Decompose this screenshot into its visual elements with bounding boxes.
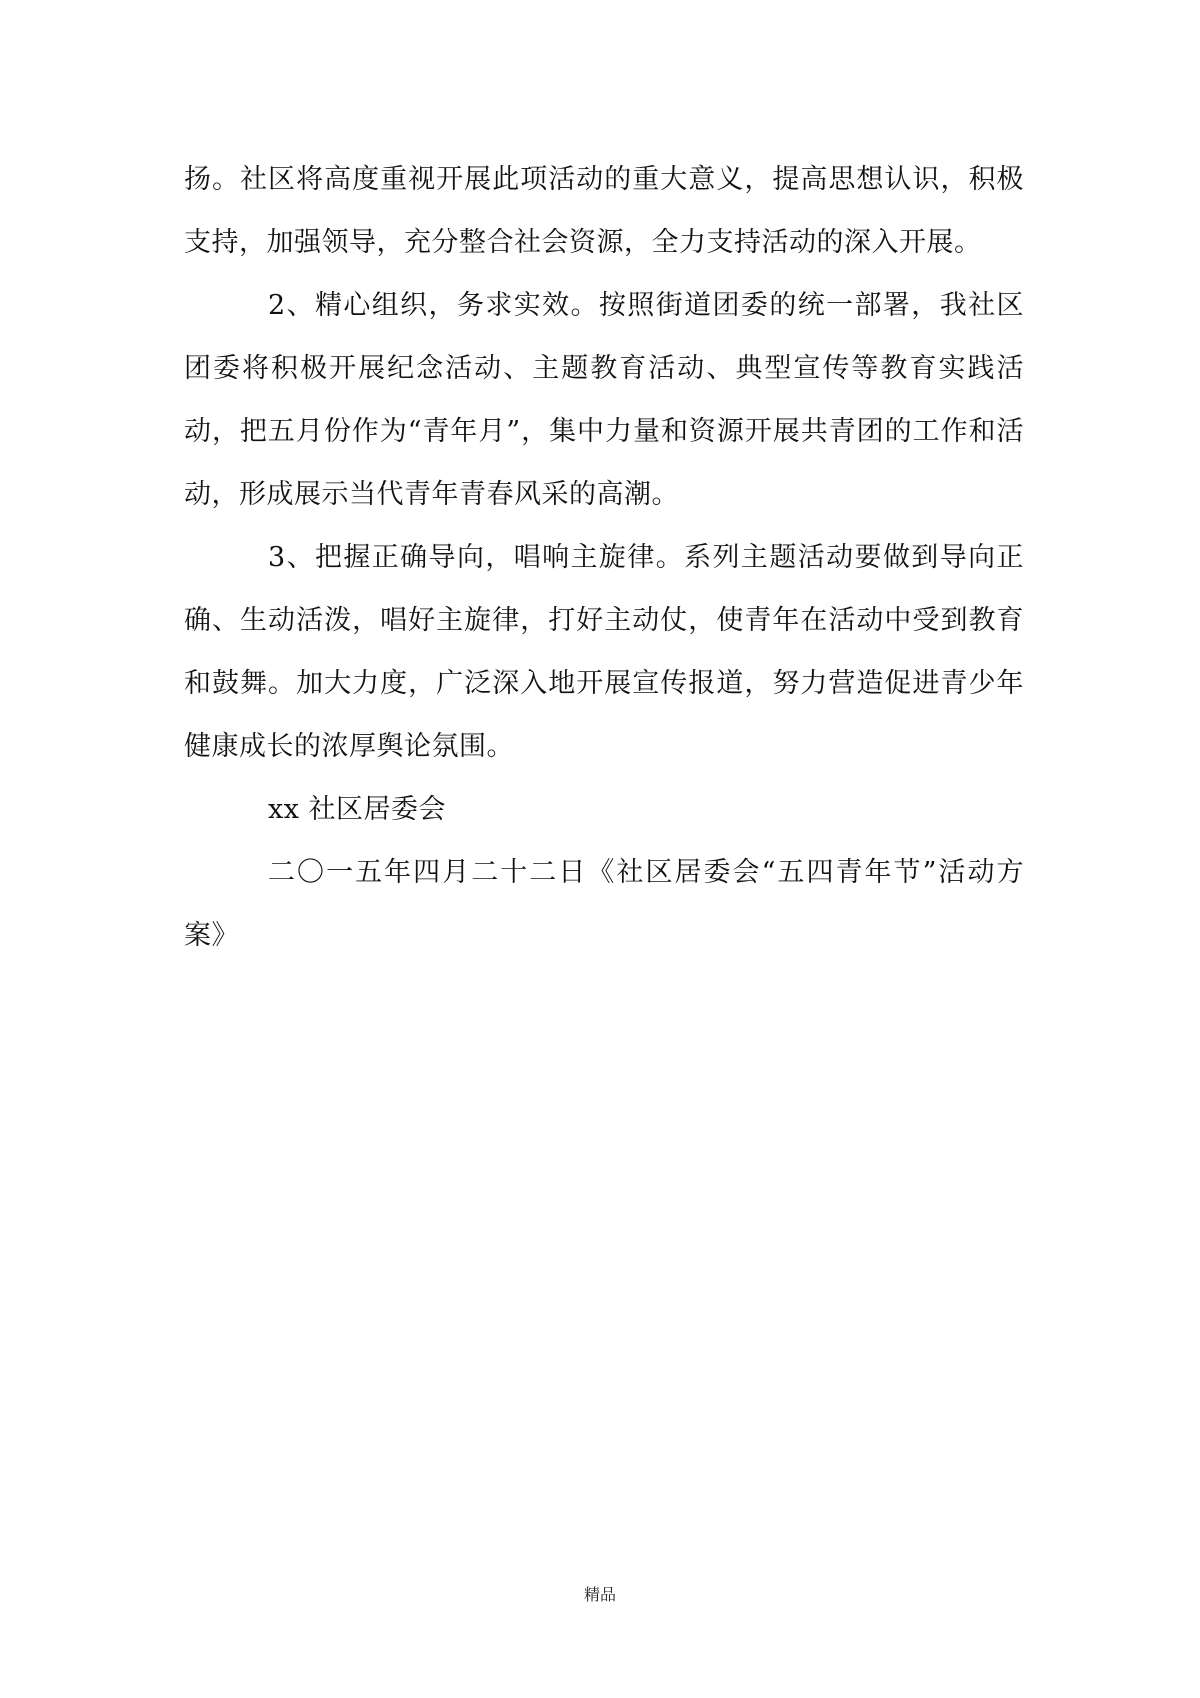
signature-organization: xx 社区居委会 — [268, 794, 447, 825]
paragraph-continuation: 扬。社区将高度重视开展此项活动的重大意义，提高思想认识，积极支持，加强领导，充分整合社会资源，全力支持活动的深入开展。 — [184, 164, 1024, 258]
footer-label: 精品 — [583, 1585, 616, 1604]
signature-date-title: 二〇一五年四月二十二日《社区居委会“五四青年节”活动方案》 — [184, 857, 1024, 951]
paragraph-item-2: 2、精心组织，务求实效。按照街道团委的统一部署，我社区团委将积极开展纪念活动、主题教育活动、典型宣传等教育实践活动，把五月份作为“青年月”，集中力量和资源开展共青团的工作和活动，形成展示当代青年青春风采的高潮。 — [184, 290, 1024, 510]
document-body — [184, 148, 1024, 967]
paragraph-item-3: 3、把握正确导向，唱响主旋律。系列主题活动要做到导向正确、生动活泼，唱好主旋律，打好主动仗，使青年在活动中受到教育和鼓舞。加大力度，广泛深入地开展宣传报道，努力营造促进青少年健康成长的浓厚舆论氛围。 — [184, 542, 1024, 762]
